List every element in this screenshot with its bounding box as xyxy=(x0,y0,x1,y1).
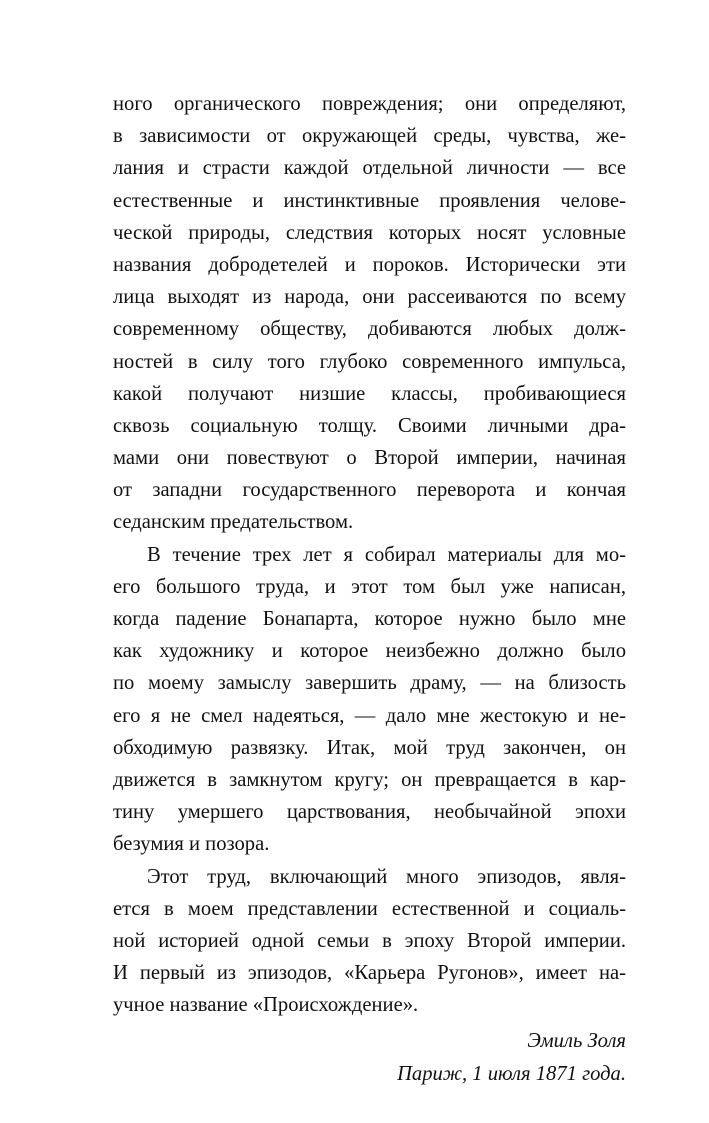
text-line: И первый из эпизодов, «Карьера Ругонов», имеет на- xyxy=(113,962,626,985)
text-line: ностей в силу того глубоко современного импульса, xyxy=(113,350,626,373)
text-line: ется в моем представлении естественной и социаль- xyxy=(113,897,626,920)
text-line: безумия и позора. xyxy=(113,833,270,856)
text-line: какой получают низшие классы, пробивающиеся xyxy=(113,382,626,405)
text-line: лица выходят из народа, они рассеиваются по всему xyxy=(113,286,626,309)
text-line: ной историей одной семьи в эпоху Второй империи. xyxy=(113,929,626,952)
text-line: седанским предательством. xyxy=(113,511,354,534)
text-line: естественные и инстинктивные проявления челове- xyxy=(113,189,626,212)
text-line: ческой природы, следствия которых носят условные xyxy=(113,221,626,244)
paragraph-2 xyxy=(113,539,626,861)
text-line: когда падение Бонапарта, которое нужно было мне xyxy=(113,608,626,630)
text-line: в зависимости от окружающей среды, чувства, же- xyxy=(113,125,626,148)
text-line: сквозь социальную толщу. Своими личными дра- xyxy=(113,414,626,437)
text-line: по моему замыслу завершить драму, — на близость xyxy=(113,672,626,695)
signature-author: Эмиль Золя xyxy=(527,1030,626,1053)
text-line: его я не смел надеяться, — дало мне жестокую и не- xyxy=(113,704,626,727)
text-line: современному обществу, добиваются любых долж- xyxy=(113,318,626,341)
text-line: движется в замкнутом кругу; он превращается в кар- xyxy=(113,768,626,791)
text-line: его большого труда, и этот том был уже написан, xyxy=(113,575,626,598)
text-line: Этот труд, включающий много эпизодов, явля- xyxy=(147,865,626,888)
text-line: от западни государственного переворота и кончая xyxy=(113,479,626,502)
document-page xyxy=(113,88,626,1090)
paragraph-1 xyxy=(113,88,626,539)
text-line: обходимую развязку. Итак, мой труд закончен, он xyxy=(113,736,626,759)
signature-place-date: Париж, 1 июля 1871 года. xyxy=(397,1062,626,1085)
text-line: мами они повествуют о Второй империи, начиная xyxy=(113,447,626,470)
text-line: как художнику и которое неизбежно должно было xyxy=(113,640,626,663)
text-line: учное название «Происхождение». xyxy=(113,994,419,1017)
text-line: тину умершего царствования, необычайной эпохи xyxy=(113,801,626,824)
text-line: лания и страсти каждой отдельной личности — все xyxy=(113,157,626,180)
text-line: В течение трех лет я собирал материалы для мо- xyxy=(147,543,626,566)
text-line: ного органического повреждения; они определяют, xyxy=(113,93,626,115)
text-line: названия добродетелей и пороков. Исторически эти xyxy=(113,253,626,276)
paragraph-3 xyxy=(113,861,626,1022)
